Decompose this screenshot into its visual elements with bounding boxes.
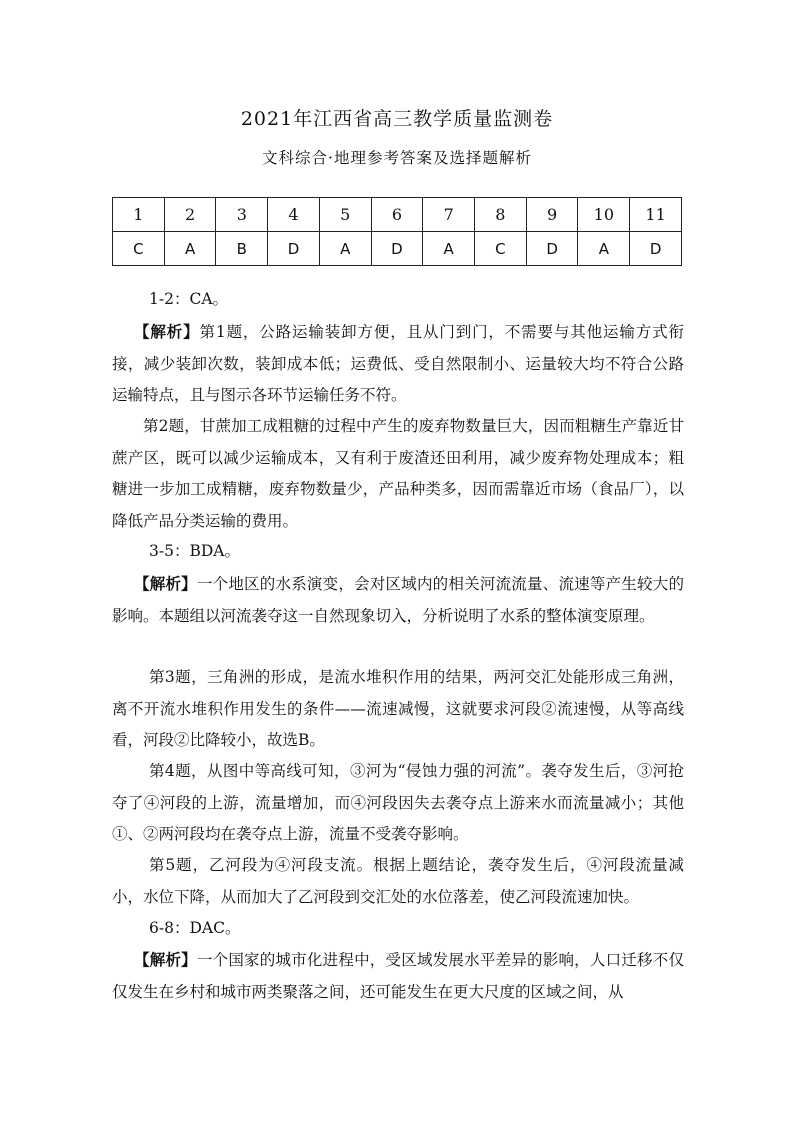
- explanation-paragraph-q1: [112, 316, 684, 412]
- answer-cell: D: [630, 232, 682, 266]
- answer-cell: D: [268, 232, 320, 266]
- explanation-paragraph-q2: 第2题，甘蔗加工成粗糖的过程中产生的废弃物数量巨大，因而粗糖生产靠近甘蔗产区，既可以减少运输成本，又有利于废渣还田利用，减少废弃物处理成本；粗糖进一步加工成精糖，废弃物数量少，产品种类多，因而需靠近市场（食品厂），以降低产品分类运输的费用。: [112, 417, 684, 530]
- analysis-tag: 【解析】: [134, 322, 200, 341]
- analysis-tag: 【解析】: [134, 950, 197, 969]
- answer-cell: B: [216, 232, 268, 266]
- answer-cell: D: [371, 232, 423, 266]
- question-number: 5: [319, 198, 371, 232]
- question-number: 6: [371, 198, 423, 232]
- answer-cell: A: [164, 232, 216, 266]
- question-number: 7: [423, 198, 475, 232]
- question-number: 3: [216, 198, 268, 232]
- question-number: 2: [164, 198, 216, 232]
- answer-cell: C: [475, 232, 527, 266]
- explanation-paragraph-6-8-intro: [112, 944, 684, 1008]
- answer-cell: A: [423, 232, 475, 266]
- analysis-tag: 【解析】: [134, 574, 197, 593]
- answer-cell: A: [578, 232, 630, 266]
- question-number: 11: [630, 198, 682, 232]
- question-number: 9: [526, 198, 578, 232]
- answer-table: [112, 197, 682, 266]
- answer-table-number-row: [113, 198, 682, 232]
- explanation-text: 一个地区的水系演变，会对区域内的相关河流流量、流速等产生较大的影响。本题组以河流袭夺这一自然现象切入，分析说明了水系的整体演变原理。: [112, 575, 684, 625]
- page-title: 2021年江西省高三教学质量监测卷: [240, 108, 554, 130]
- question-number: 4: [268, 198, 320, 232]
- answer-cell: A: [319, 232, 371, 266]
- question-number: 8: [475, 198, 527, 232]
- explanation-paragraph-3-5-intro: [112, 568, 684, 632]
- explanation-paragraph-q3: 第3题，三角洲的形成，是流水堆积作用的结果，两河交汇处能形成三角洲，离不开流水堆积作用发生的条件——流速减慢，这就要求河段②流速慢，从等高线看，河段②比降较小，故选B。: [112, 668, 684, 749]
- answer-cell: D: [526, 232, 578, 266]
- answer-table-answer-row: [113, 232, 682, 266]
- section-header-6-8: 6-8：DAC。: [149, 919, 241, 937]
- explanation-text: 第1题，公路运输装卸方便，且从门到门，不需要与其他运输方式衔接，减少装卸次数，装卸成本低；运费低、受自然限制小、运量较大均不符合公路运输特点，且与图示各环节运输任务不符。: [112, 323, 684, 404]
- answer-cell: C: [113, 232, 165, 266]
- question-number: 1: [113, 198, 165, 232]
- question-number: 10: [578, 198, 630, 232]
- explanation-paragraph-q4: 第4题，从图中等高线可知，③河为“侵蚀力强的河流”。袭夺发生后，③河抢夺了④河段的上游，流量增加，而④河段因失去袭夺点上游来水而流量减小；其他①、②两河段均在袭夺点上游，流量不受袭夺影响。: [112, 762, 684, 843]
- explanation-paragraph-q5: 第5题，乙河段为④河段支流。根据上题结论，袭夺发生后，④河段流量减小，水位下降，从而加大了乙河段到交汇处的水位落差，使乙河段流速加快。: [112, 856, 684, 906]
- section-header-1-2: 1-2：CA。: [149, 290, 229, 308]
- section-header-3-5: 3-5：BDA。: [149, 542, 240, 560]
- page-subtitle: 文科综合·地理参考答案及选择题解析: [262, 149, 532, 167]
- explanation-text: 一个国家的城市化进程中，受区域发展水平差异的影响，人口迁移不仅仅发生在乡村和城市两类聚落之间，还可能发生在更大尺度的区域之间，从: [112, 951, 684, 1001]
